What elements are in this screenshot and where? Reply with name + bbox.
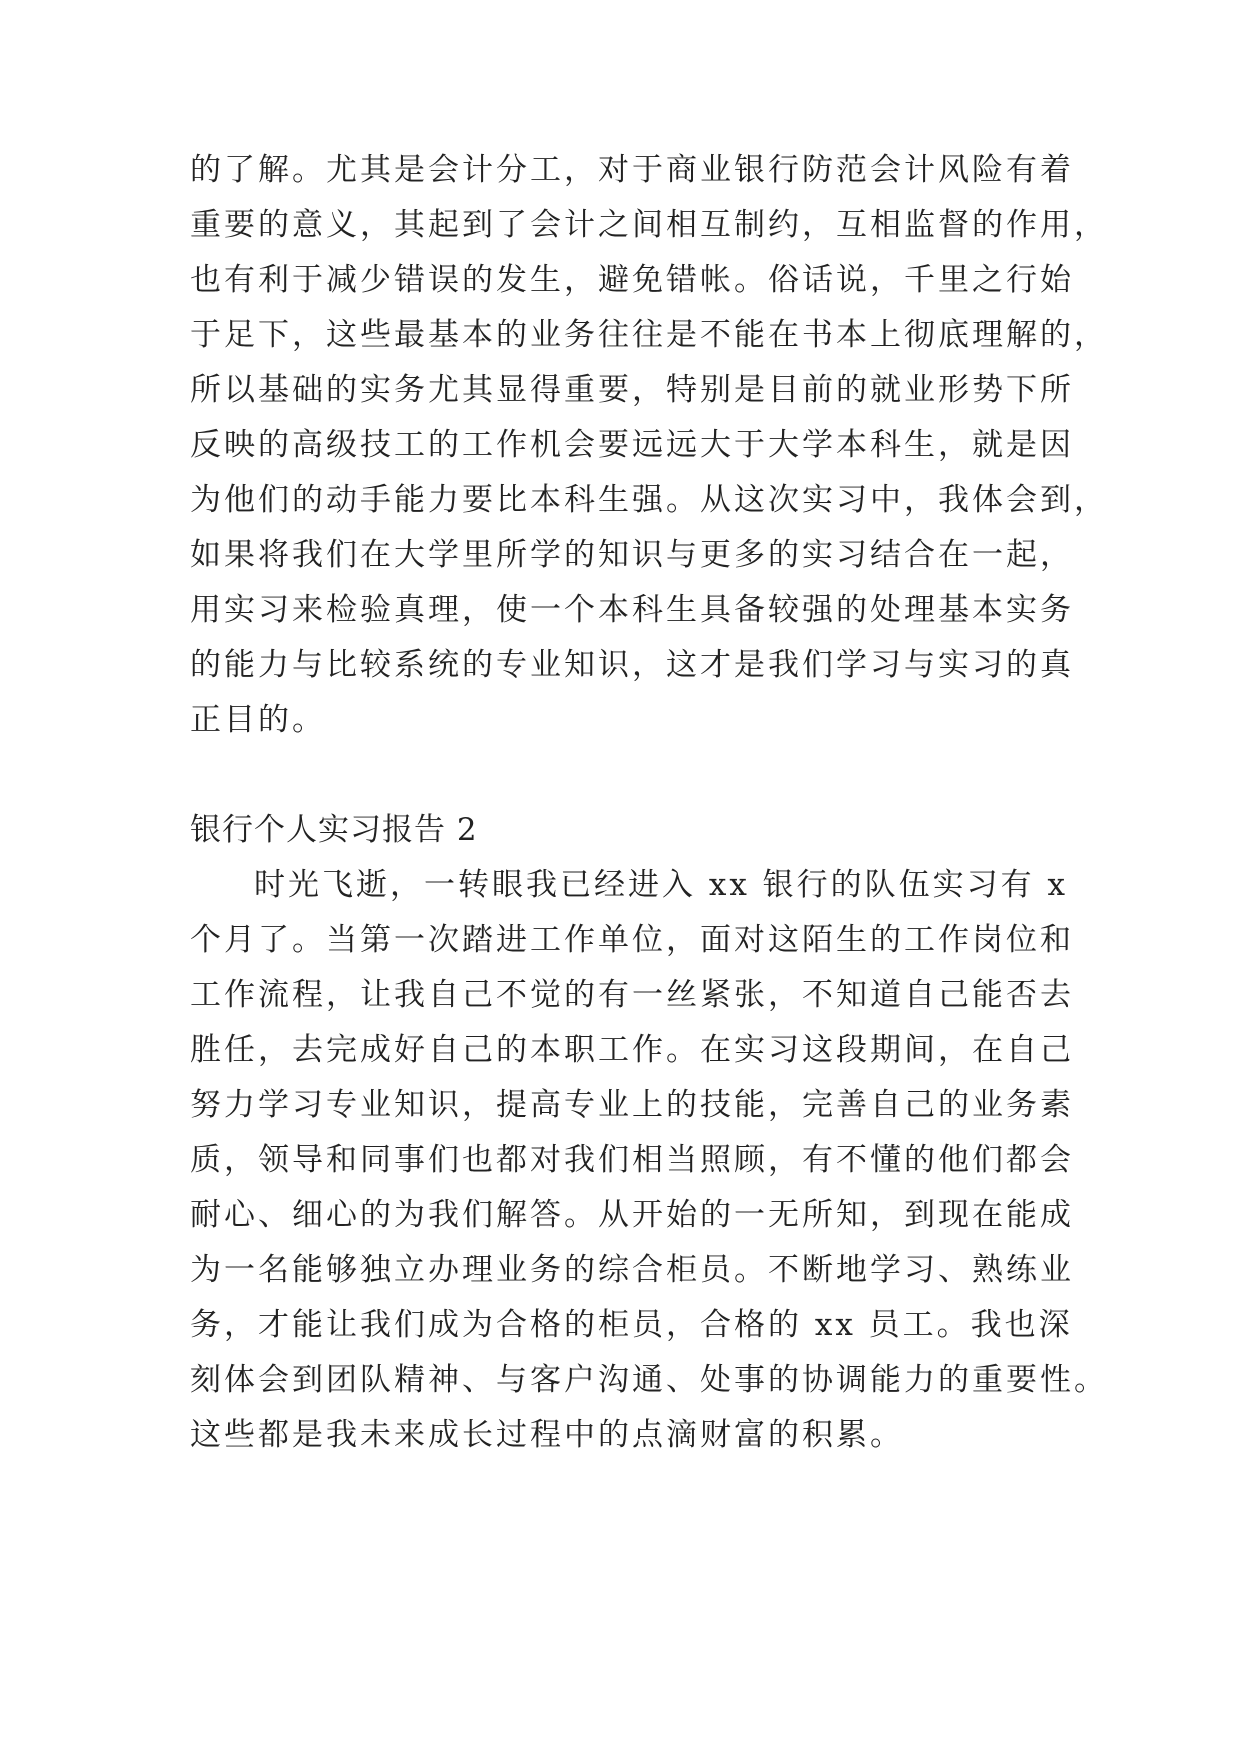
section-title: 银行个人实习报告 2 <box>190 812 478 848</box>
paragraph-2-line: 工作流程，让我自己不觉的有一丝紧张，不知道自己能否去 <box>190 977 1074 1013</box>
paragraph-1-line: 如果将我们在大学里所学的知识与更多的实习结合在一起， <box>190 537 1074 573</box>
paragraph-2-line: 耐心、细心的为我们解答。从开始的一无所知，到现在能成 <box>190 1197 1074 1233</box>
paragraph-2-line: 质，领导和同事们也都对我们相当照顾，有不懂的他们都会 <box>190 1142 1074 1178</box>
paragraph-2-line: 胜任，去完成好自己的本职工作。在实习这段期间，在自己 <box>190 1032 1074 1068</box>
paragraph-2-line: 务，才能让我们成为合格的柜员，合格的 xx 员工。我也深 <box>190 1307 1073 1343</box>
paragraph-2-line: 这些都是我未来成长过程中的点滴财富的积累。 <box>190 1417 904 1453</box>
paragraph-2-line: 为一名能够独立办理业务的综合柜员。不断地学习、熟练业 <box>190 1252 1074 1288</box>
paragraph-1-line: 的了解。尤其是会计分工，对于商业银行防范会计风险有着 <box>190 152 1074 188</box>
paragraph-1-line: 的能力与比较系统的专业知识，这才是我们学习与实习的真 <box>190 647 1074 683</box>
paragraph-2-line: 时光飞逝，一转眼我已经进入 xx 银行的队伍实习有 x <box>254 867 1069 903</box>
paragraph-1-line: 所以基础的实务尤其显得重要，特别是目前的就业形势下所 <box>190 372 1074 408</box>
paragraph-2-line: 努力学习专业知识，提高专业上的技能，完善自己的业务素 <box>190 1087 1074 1123</box>
paragraph-1-line: 也有利于减少错误的发生，避免错帐。俗话说，千里之行始 <box>190 262 1074 298</box>
paragraph-2-line: 刻体会到团队精神、与客户沟通、处事的协调能力的重要性。 <box>190 1362 1108 1398</box>
paragraph-1-line: 反映的高级技工的工作机会要远远大于大学本科生，就是因 <box>190 427 1074 463</box>
paragraph-1-line: 为他们的动手能力要比本科生强。从这次实习中，我体会到， <box>190 482 1108 518</box>
paragraph-1-line: 于足下，这些最基本的业务往往是不能在书本上彻底理解的， <box>190 317 1108 353</box>
paragraph-1-line: 重要的意义，其起到了会计之间相互制约，互相监督的作用， <box>190 207 1108 243</box>
paragraph-2-line: 个月了。当第一次踏进工作单位，面对这陌生的工作岗位和 <box>190 922 1074 958</box>
paragraph-1-line: 用实习来检验真理，使一个本科生具备较强的处理基本实务 <box>190 592 1074 628</box>
paragraph-1-line: 正目的。 <box>190 702 326 738</box>
